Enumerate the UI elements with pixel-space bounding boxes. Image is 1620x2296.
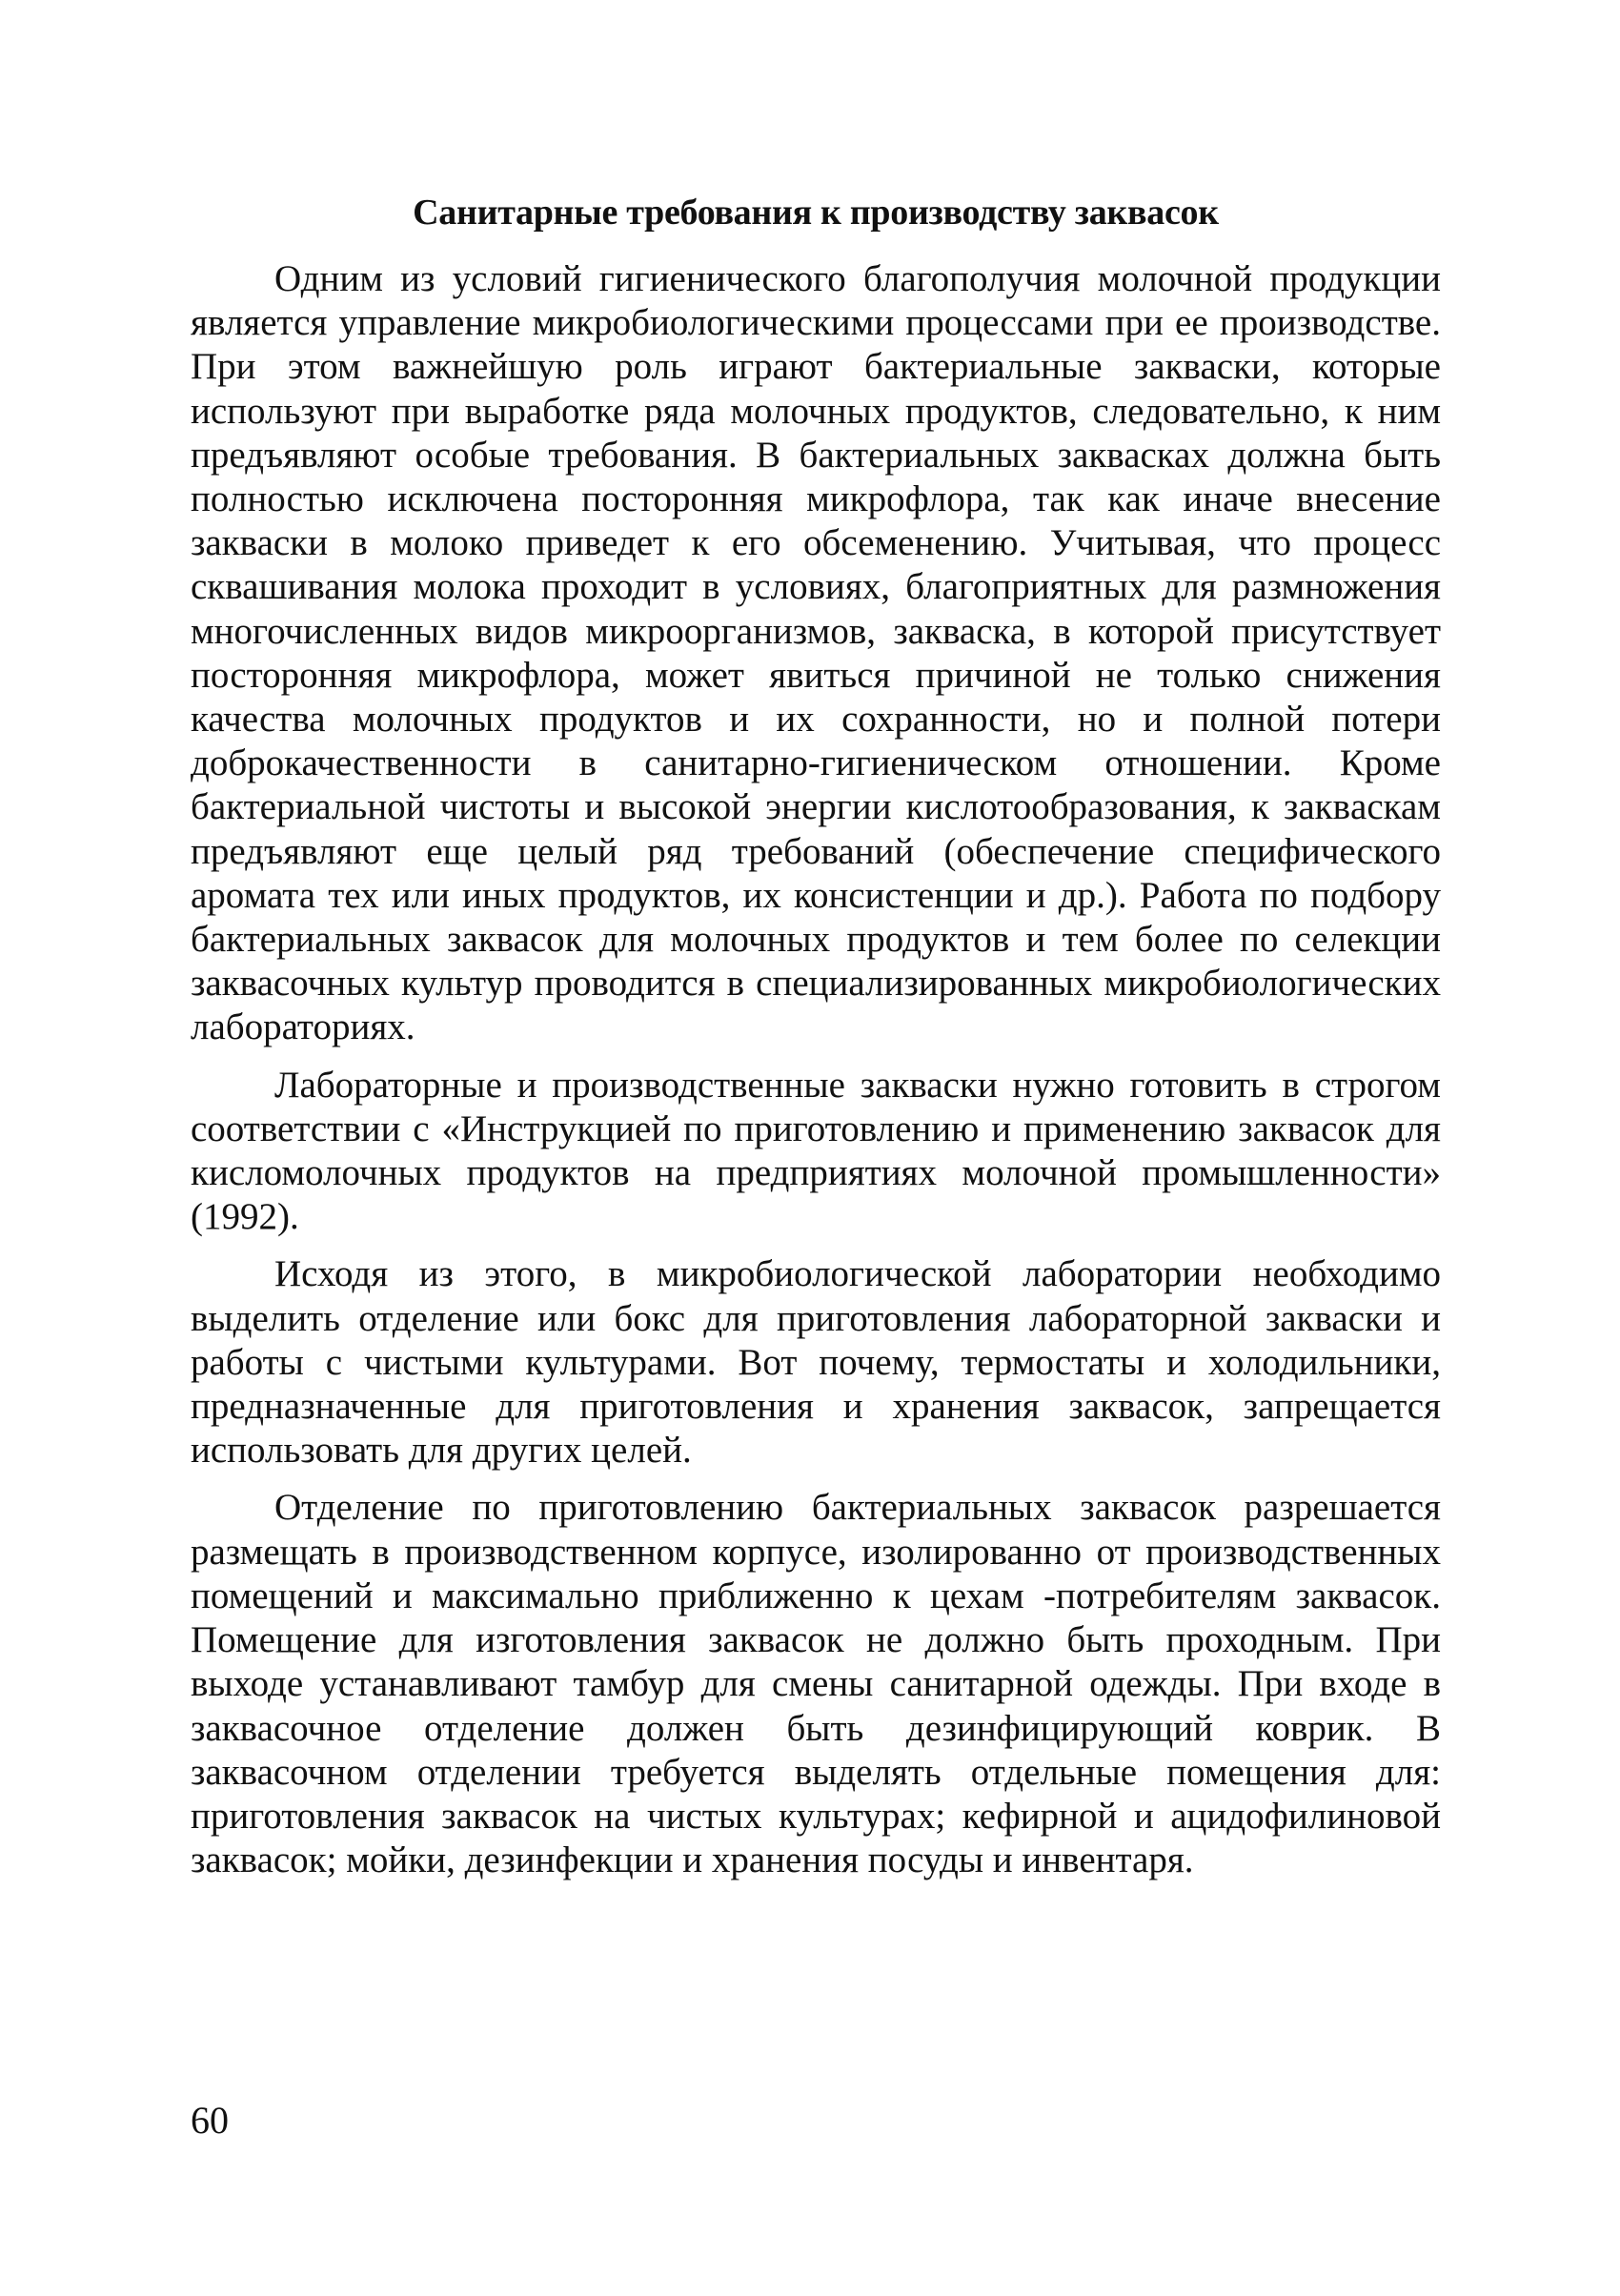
- text-block: [191, 189, 1441, 1896]
- paragraph-4: Отделение по приготовлению бактериальных заквасок разрешается размещать в производственном корпусе, изолированно от производственных помещений и максимально приближенно к цехам -потребителям заквасок. Помещение для изготовления заквасок не должно быть проходным. При выходе устанавливают тамбур для смены санитарной одежды. При входе в заквасочное отделение должен быть дезинфицирующий коврик. В заквасочном отделении требуется выделять отдельные помещения для: приготовления заквасок на чистых культурах; кефирной и ацидофилиновой заквасок; мойки, дезинфекции и хранения посуды и инвентаря.: [191, 1487, 1441, 1881]
- paragraph-2: Лабораторные и производственные закваски нужно готовить в строгом соответствии с «Инструкцией по приготовлению и применению заквасок для кисломолочных продуктов на предприятиях молочной промышленности» (1992).: [191, 1064, 1441, 1238]
- paragraph-1: Одним из условий гигиенического благополучия молочной продукции является управление микробиологическими процессами при ее производстве. При этом важнейшую роль играют бактериальные закваски, которые используют при выработке ряда молочных продуктов, следовательно, к ним предъявляют особые требования. В бактериальных заквасках должна быть полностью исключена посторонняя микрофлора, так как иначе внесение закваски в молоко приведет к его обсеменению. Учитывая, что процесс сквашивания молока проходит в условиях, благоприятных для размножения многочисленных видов микроорганизмов, закваска, в которой присутствует посторонняя микрофлора, может явиться причиной не только снижения качества молочных продуктов и их сохранности, но и полной потери доброкачественности в санитарно-гигиеническом отношении. Кроме бактериальной чистоты и высокой энергии кислотообразования, к заквaскам предъявляют еще целый ряд требований (обеспечение специфического аромата тех или иных продуктов, их консистенции и др.). Работа по подбору бактериальных заквасок для молочных продуктов и тем более по селекции заквасочных культур проводится в специализированных микробиологических лабораториях.: [191, 258, 1441, 1048]
- page-number: 60: [191, 2099, 229, 2142]
- paragraph-3: Исходя из этого, в микробиологической лаборатории необходимо выделить отделение или бокс для приготовления лабораторной закваски и работы с чистыми культурами. Вот почему, термостаты и холодильники, предназначенные для приготовления и хранения заквасок, запрещается использовать для других целей.: [191, 1253, 1441, 1472]
- section-heading: Санитарные требования к производству заквасок: [413, 193, 1219, 233]
